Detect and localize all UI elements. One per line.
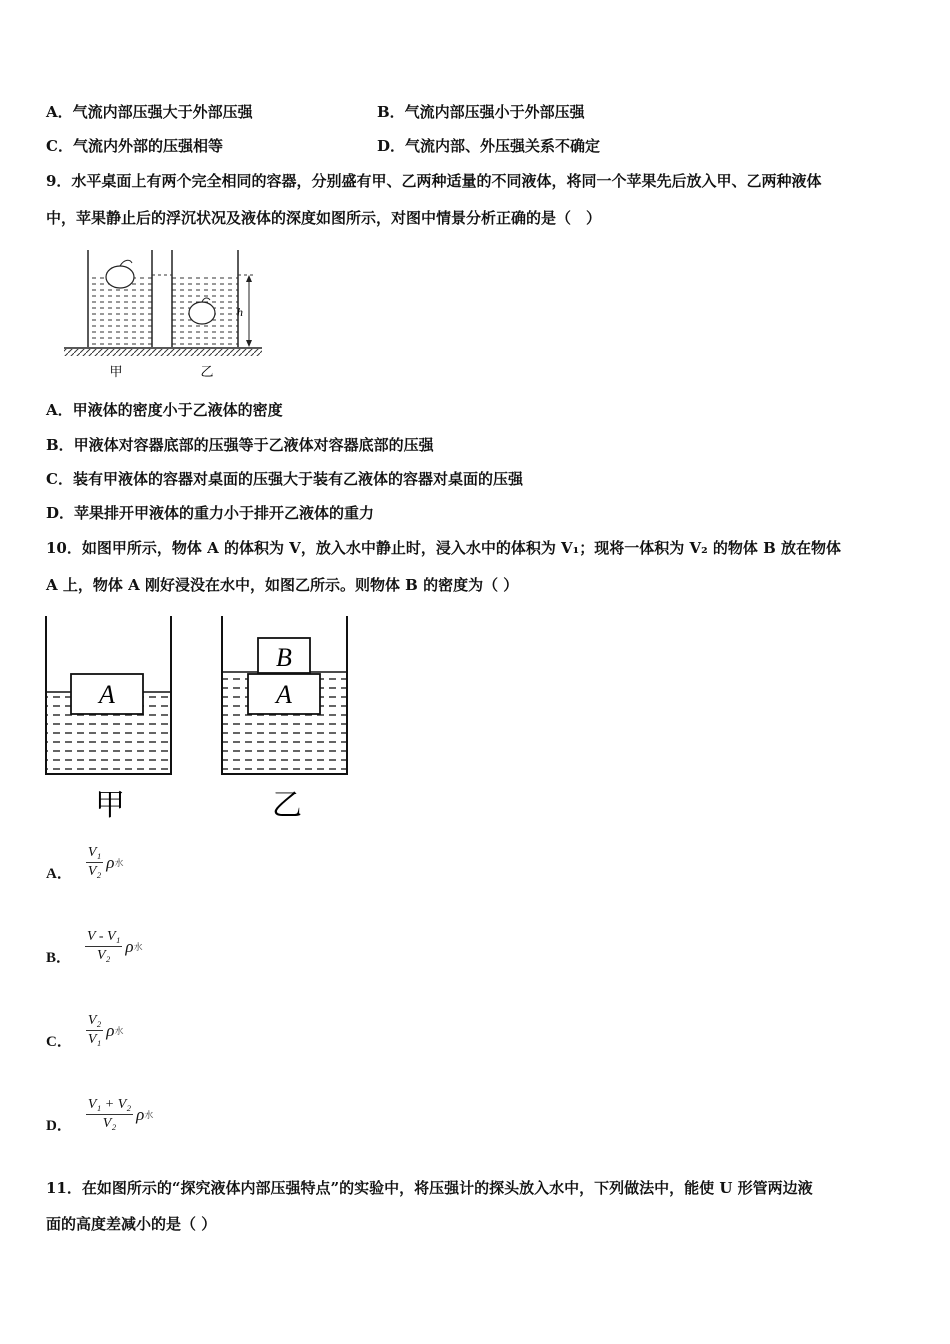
- q10-option-a-numerator: V₁: [87, 845, 102, 860]
- q8-option-a: A．气流内部压强大于外部压强: [46, 103, 253, 121]
- q10-option-d: [46, 1094, 153, 1135]
- q9-stem-line1: 9．水平桌面上有两个完全相同的容器，分别盛有甲、乙两种适量的不同液体，将同一个苹果先后放入甲、乙两种液体: [46, 172, 822, 190]
- q8-option-d: D．气流内部、外压强关系不确定: [377, 137, 601, 155]
- q8-option-c: C．气流内外部的压强相等: [46, 137, 223, 155]
- q10-option-c-numerator: V₂: [87, 1013, 102, 1028]
- q10-label-jia: 甲: [95, 788, 125, 823]
- q10-block-a-label-yi: A: [276, 680, 292, 709]
- q9-depth-label: h: [237, 305, 243, 319]
- q10-option-b-rho: ρ: [125, 936, 134, 956]
- q10-option-d-letter: D．: [46, 1118, 72, 1134]
- q9-apple-jia: [106, 266, 134, 288]
- q9-option-b: B．甲液体对容器底部的压强等于乙液体对容器底部的压强: [46, 436, 434, 454]
- q10-block-b-label: B: [276, 643, 292, 672]
- q9-stem-line2: 中，苹果静止后的浮沉状况及液体的深度如图所示，对图中情景分析正确的是（ ）: [46, 209, 602, 227]
- q10-block-a-label-jia: A: [99, 680, 115, 709]
- q10-option-a-denominator: V₂: [87, 864, 102, 879]
- q10-stem-line2: A 上，物体 A 刚好浸没在水中，如图乙所示。则物体 B 的密度为（ ）: [46, 576, 519, 594]
- q10-option-a: [46, 842, 123, 883]
- q9-figure-containers: [44, 245, 269, 385]
- q10-option-c-denominator: V₁: [87, 1032, 102, 1047]
- q10-option-a-rho-sub: 水: [114, 858, 124, 868]
- q10-option-d-rho: ρ: [136, 1104, 145, 1124]
- q9-label-jia: 甲: [109, 365, 123, 380]
- q9-table: [64, 349, 262, 356]
- q10-label-yi: 乙: [272, 788, 302, 823]
- q10-option-d-numerator: V₁ + V₂: [87, 1097, 132, 1112]
- q9-apple-yi: [189, 302, 215, 324]
- q10-option-d-denominator: V₂: [102, 1116, 117, 1131]
- q10-option-c-rho: ρ: [106, 1020, 115, 1040]
- q10-option-b: [46, 926, 143, 967]
- q9-option-c: C．装有甲液体的容器对桌面的压强大于装有乙液体的容器对桌面的压强: [46, 470, 523, 488]
- q10-option-a-rho: ρ: [106, 852, 115, 872]
- q11-stem-line2: 面的高度差减小的是（ ）: [46, 1215, 217, 1233]
- q10-option-b-numerator: V - V₁: [87, 929, 121, 944]
- q10-option-c: [46, 1010, 123, 1051]
- q10-stem-line1: 10．如图甲所示，物体 A 的体积为 V，放入水中静止时，浸入水中的体积为 V₁；现将一体积为 V₂ 的物体 B 放在物体: [46, 539, 842, 557]
- q10-option-c-rho-sub: 水: [114, 1026, 124, 1036]
- q9-label-yi: 乙: [200, 365, 214, 380]
- q10-option-a-letter: A．: [46, 866, 72, 882]
- q10-option-b-letter: B．: [46, 950, 72, 966]
- q10-figure-blocks: [40, 612, 360, 827]
- q10-option-d-rho-sub: 水: [144, 1110, 154, 1120]
- q11-stem-line1: 11．在如图所示的“探究液体内部压强特点”的实验中，将压强计的探头放入水中，下列做法中，能使 U 形管两边液: [46, 1179, 813, 1197]
- q9-option-d: D．苹果排开甲液体的重力小于排开乙液体的重力: [46, 504, 375, 522]
- q10-option-c-letter: C．: [46, 1034, 72, 1050]
- q10-option-b-rho-sub: 水: [133, 942, 143, 952]
- q9-option-a: A．甲液体的密度小于乙液体的密度: [46, 401, 283, 419]
- q8-option-b: B．气流内部压强小于外部压强: [377, 103, 585, 121]
- q10-option-b-denominator: V₂: [97, 948, 111, 963]
